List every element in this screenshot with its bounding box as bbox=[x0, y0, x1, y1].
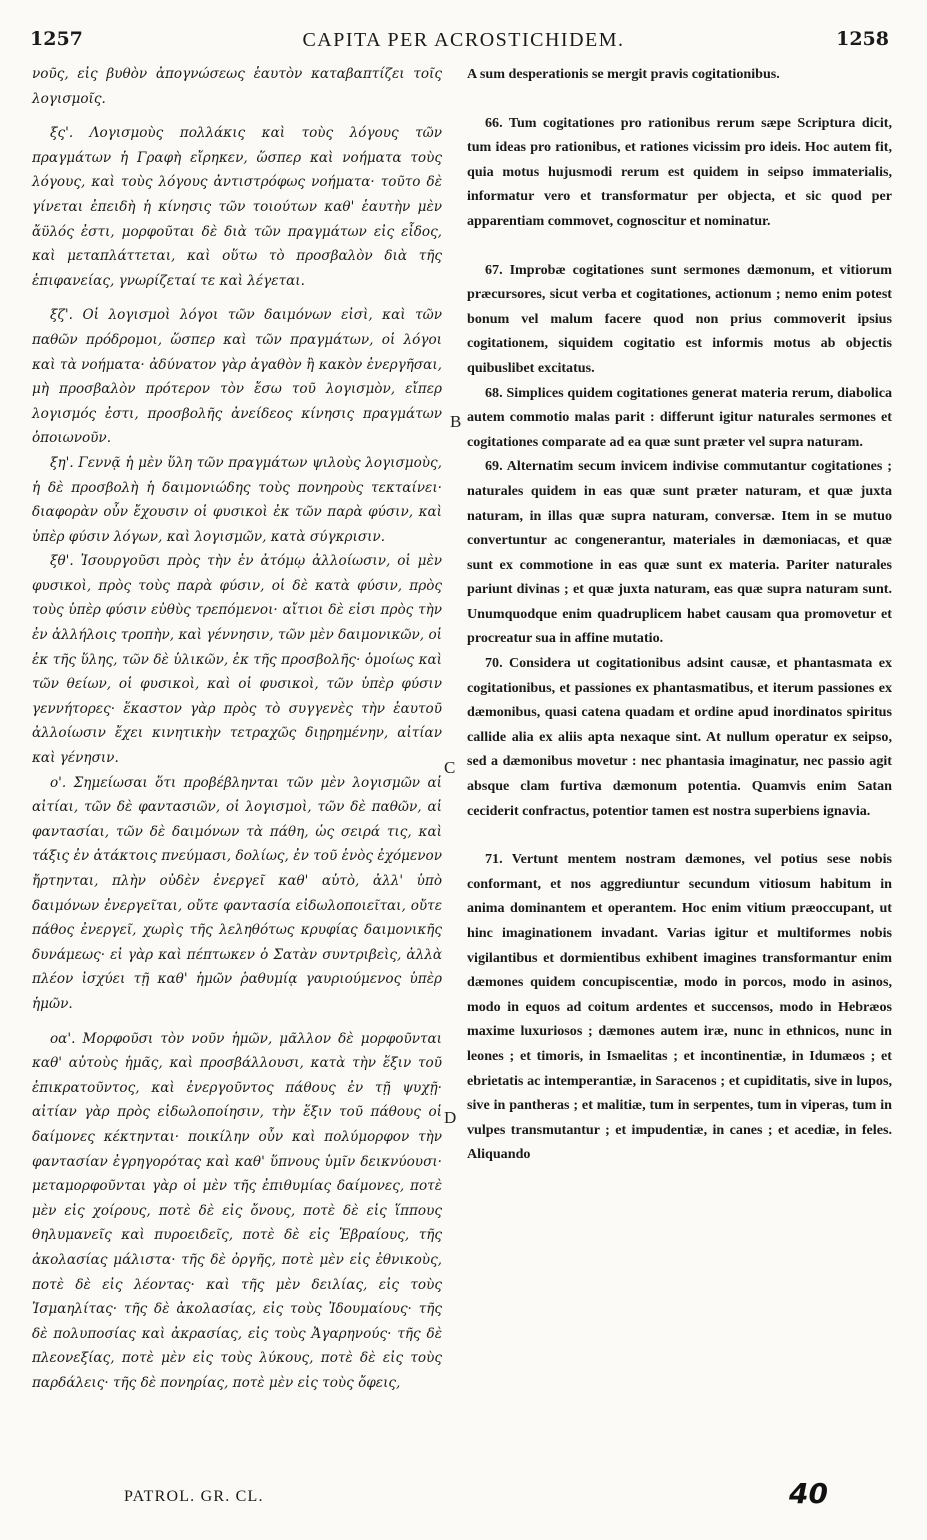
page-number-left: 1257 bbox=[30, 28, 83, 50]
latin-paragraph-71: 71. Vertunt mentem nostram dæmones, vel potius sese nobis conformant, et nos aggrediuntur secundum vitiosum habitum in anima dominantem et operantem. Hoc enim vitium præoccupant, ut hinc imaginationem invadant. Varias igitur et multiformes nobis vigilantibus et dormientibus exhibent imagines transformantur enim dæmones quidem concupiscentiæ, modo in porcos, modo in asinos, modo in equos ad coitum ardentes et succensos, modo in Hebræos maxime luxuriosos ; dæmones autem iræ, nunc in ethnicos, nunc in leones ; et timoris, in Ismaelitas ; et incontinentiæ, in Idumæos ; et ebrietatis ac intemperantiæ, in Saracenos ; et cupiditatis, sive in lupos, sive in pantheras ; et malitiæ, tum in serpentes, tum in viperas, tum in vulpes transmutantur ; et impudentiæ, in canes ; et acediæ, in feles. Aliquando bbox=[467, 851, 892, 1163]
latin-column bbox=[467, 62, 892, 1167]
running-header bbox=[0, 20, 927, 56]
latin-paragraph-67: 67. Improbæ cogitationes sunt sermones dæmonum, et vitiorum præcursores, sicut verba et cogitationes, actionum ; nemo enim potest bonum vel malum facere quod non prius commoverit ipsius cogitationem, siquidem cogitatio est informis motus ab objectis quibuslibet excitatus. bbox=[467, 261, 892, 376]
handwritten-page-number: 40 bbox=[789, 1477, 828, 1510]
latin-paragraph-continuation: A sum desperationis se mergit pravis cogitationibus. bbox=[467, 66, 780, 82]
latin-paragraph-68: 68. Simplices quidem cogitationes generat materia rerum, diabolica autem commotio malas parit : differunt igitur naturales sermones et cogitationes comparate ad ea quæ sunt præter vel supra naturam. bbox=[467, 384, 892, 450]
latin-paragraph-70: 70. Considera ut cogitationibus adsint causæ, et phantasmata ex cogitationibus, et passiones ex phantasmatibus, et iterum passiones ex dæmonibus, quasi catena quadam et ordine apud inordinatos spiritus callide alia ex aliis apta nexaque sint. At nullum operatur ex seipso, sed a dæmonibus movetur : nec phantasia imaginatur, nec passio agit absque clam furtiva dæmonum potentia. Quamvis enim Satan ceciderit confractus, potentior tamen est nostra superbiens ignavia. bbox=[467, 655, 892, 819]
greek-paragraph-67: ξζ'. Οἱ λογισμοὶ λόγοι τῶν δαιμόνων εἰσὶ, καὶ τῶν παθῶν πρόδρομοι, ὥσπερ καὶ τῶν πραγμάτων, οἱ λόγοι καὶ τὰ νοήματα· ἀδύνατον γὰρ ἀγαθὸν ἢ κακὸν ἐνεργῆσαι, μὴ προσβαλὸν πρότερον τὸν ἔσω τοῦ λογισμὸν, εἴπερ λογισμός ἐστι, προσβολῆς ἀνείδεος κίνησις πραγμάτων ὁποιωνοῦν. bbox=[32, 307, 442, 447]
greek-paragraph-68: ξη'. Γεννᾷ ἡ μὲν ὕλη τῶν πραγμάτων ψιλοὺς λογισμοὺς, ἡ δὲ προσβολὴ ἡ δαιμονιώδης τοὺς πονηροὺς τεκταίνει· διαφορὰν οὖν ἔχουσιν οἱ φυσικοὶ ἐκ τῶν παρὰ φύσιν, καὶ ὑπὲρ φύσιν λόγων, καὶ λογισμῶν, κατὰ σύγκρισιν. bbox=[32, 454, 442, 545]
greek-paragraph-continuation: νοῦς, εἰς βυθὸν ἀπογνώσεως ἑαυτὸν καταβαπτίζει τοῖς λογισμοῖς. bbox=[32, 66, 442, 107]
greek-paragraph-66: ξς'. Λογισμοὺς πολλάκις καὶ τοὺς λόγους τῶν πραγμάτων ἡ Γραφὴ εἴρηκεν, ὥσπερ καὶ νοήματα τοὺς λόγους, καὶ τοὺς λόγους ἀντιστρόφως νοήματα· τοῦτο δὲ γίνεται ἐπειδὴ ἡ κίνησις τῶν τοιούτων καθ' ἑαυτὴν μὲν ἄϋλός ἐστι, μορφοῦται δὲ διὰ τῶν πραγμάτων εἰς εἶδος, καὶ μεταπλάττεται, καὶ οὕτω τὸ προσβαλὸν διὰ τῆς ἐπιφανείας, γνωρίζεταί τε καὶ λέγεται. bbox=[32, 125, 442, 289]
margin-marker-c: C bbox=[444, 758, 456, 777]
greek-column bbox=[32, 62, 442, 1395]
latin-paragraph-69: 69. Alternatim secum invicem indivise commutantur cogitationes ; naturales quidem in eas quæ sunt præter naturam, et quæ juxta naturam, in illas quæ supra naturam, conversæ. Item in se mutuo convertuntur ac congenerantur, materiales in dæmoniacas, et quæ sunt ex commotione in eas quæ sunt ex materia. Pariter naturales pariunt divinas ; et quæ juxta naturam, eas quæ supra naturam sunt. Unumquodque enim quadruplicem habet causam qua promovetur et procreatur sua in affine mutatio. bbox=[467, 458, 892, 647]
greek-paragraph-71: οα'. Μορφοῦσι τὸν νοῦν ἡμῶν, μᾶλλον δὲ μορφοῦνται καθ' αὐτοὺς ἡμᾶς, καὶ προσβάλλουσι, κατὰ τὴν ἕξιν τοῦ ἐπικρατοῦντος, καὶ ἐνεργοῦντος πάθους ἐν τῇ ψυχῇ· αἰτίαν γὰρ πρὸς εἰδωλοποίησιν, τὴν ἕξιν τοῦ πάθους οἱ δαίμονες κέκτηνται· ποικίλην οὖν καὶ πολύμορφον τὴν φαντασίαν ἐγρηγορότας καὶ καθ' ὕπνους ὑμῖν δεικνύουσι· μεταμορφοῦνται γὰρ οἱ μὲν τῆς ἐπιθυμίας δαίμονες, ποτὲ μὲν εἰς χοίρους, ποτὲ δὲ εἰς ὄνους, ποτὲ δὲ εἰς ἵππους θηλυμανεῖς καὶ πυροειδεῖς, ποτὲ δὲ εἰς Ἑβραίους, τῆς ἀκολασίας μάλιστα· τῆς δὲ ὀργῆς, ποτὲ μὲν εἰς ἐθνικοὺς, ποτὲ δὲ εἰς λέοντας· καὶ τῆς μὲν δειλίας, εἰς τοὺς Ἰσμαηλίτας· τῆς δὲ ἀκολασίας, εἰς τοὺς Ἰδουμαίους· τῆς δὲ πολυποσίας καὶ ἀκρασίας, εἰς τοὺς Ἀγαρηνούς· τῆς δὲ πλεονεξίας, ποτὲ μὲν εἰς τοὺς λύκους, ποτὲ δὲ εἰς τοὺς παρδάλεις· τῆς δὲ πονηρίας, ποτὲ μὲν εἰς τοὺς ὄφεις, bbox=[32, 1030, 442, 1391]
footer-signature: PATROL. GR. CL. bbox=[124, 1488, 264, 1505]
greek-paragraph-69: ξθ'. Ἰσουργοῦσι πρὸς τὴν ἐν ἀτόμῳ ἀλλοίωσιν, οἱ μὲν φυσικοὶ, πρὸς τοὺς παρὰ φύσιν, οἱ δὲ κατὰ φύσιν, πρὸς τοὺς ὑπὲρ φύσιν εὐθὺς τρεπόμενοι· αἴτιοι δὲ εἰσι πρὸς τὴν ἐν ἀλλήλοις τροπὴν, καὶ γέννησιν, τῶν μὲν δαιμονικῶν, οἱ ἐκ τῆς ὕλης, τῶν δὲ ὑλικῶν, ἐκ τῆς προσβολῆς· ὁμοίως καὶ τῶν θείων, οἱ φυσικοὶ, καὶ οἱ φυσικοὶ, τῶν ὑπὲρ φύσιν γεννήτορες· ἕκαστον γὰρ πρὸς τὸ συγγενὲς τὴν ἑαυτοῦ ἀλλοίωσιν ἔχει κινητικὴν τετραχῶς διῃρημένην, αἰτίαν καὶ γένησιν. bbox=[32, 553, 442, 767]
latin-paragraph-66: 66. Tum cogitationes pro rationibus rerum sæpe Scriptura dicit, tum ideas pro rationibus, et rationes vicissim pro ideis. Hoc autem fit, quia motus hujusmodi rerum est quidem in seipso immaterialis, informatur vero et transformatur per objecta, et sic quod per apparentiam commovet, cognoscitur et nominatur. bbox=[467, 114, 892, 229]
margin-marker-d: D bbox=[444, 1108, 457, 1127]
greek-paragraph-70: ο'. Σημείωσαι ὅτι προβέβληνται τῶν μὲν λογισμῶν αἱ αἰτίαι, τῶν δὲ φαντασιῶν, οἱ λογισμοὶ, τῶν δὲ παθῶν, αἱ φαντασίαι, τῶν δὲ δαιμόνων τὰ πάθη, ὡς σειρά τις, καὶ τάξις ἐν ἀτάκτοις πνεύμασι, δολίως, ἐν τοῦ ἑνὸς ἐχόμενον ἤρτηνται, πλὴν οὐδὲν ἐνεργεῖ καθ' αὑτὸ, ἀλλ' ὑπὸ δαιμόνων ἐνεργεῖται, οὔτε φαντασία εἰδωλοποιεῖται, οὔτε πάθος ἐνεργεῖ, χωρὶς τῆς λεληθότως κρυφίας δαιμονικῆς δυνάμεως· εἰ γὰρ καὶ πέπτωκεν ὁ Σατὰν συντριβεὶς, ἀλλὰ πλέον ἰσχύει τῇ καθ' ἡμῶν ῥαθυμίᾳ γαυριούμενος ὑπὲρ ἡμῶν. bbox=[32, 774, 442, 1012]
margin-marker-b: B bbox=[450, 412, 462, 431]
page-number-right: 1258 bbox=[836, 28, 889, 50]
running-title: CAPITA PER ACROSTICHIDEM. bbox=[302, 29, 625, 51]
